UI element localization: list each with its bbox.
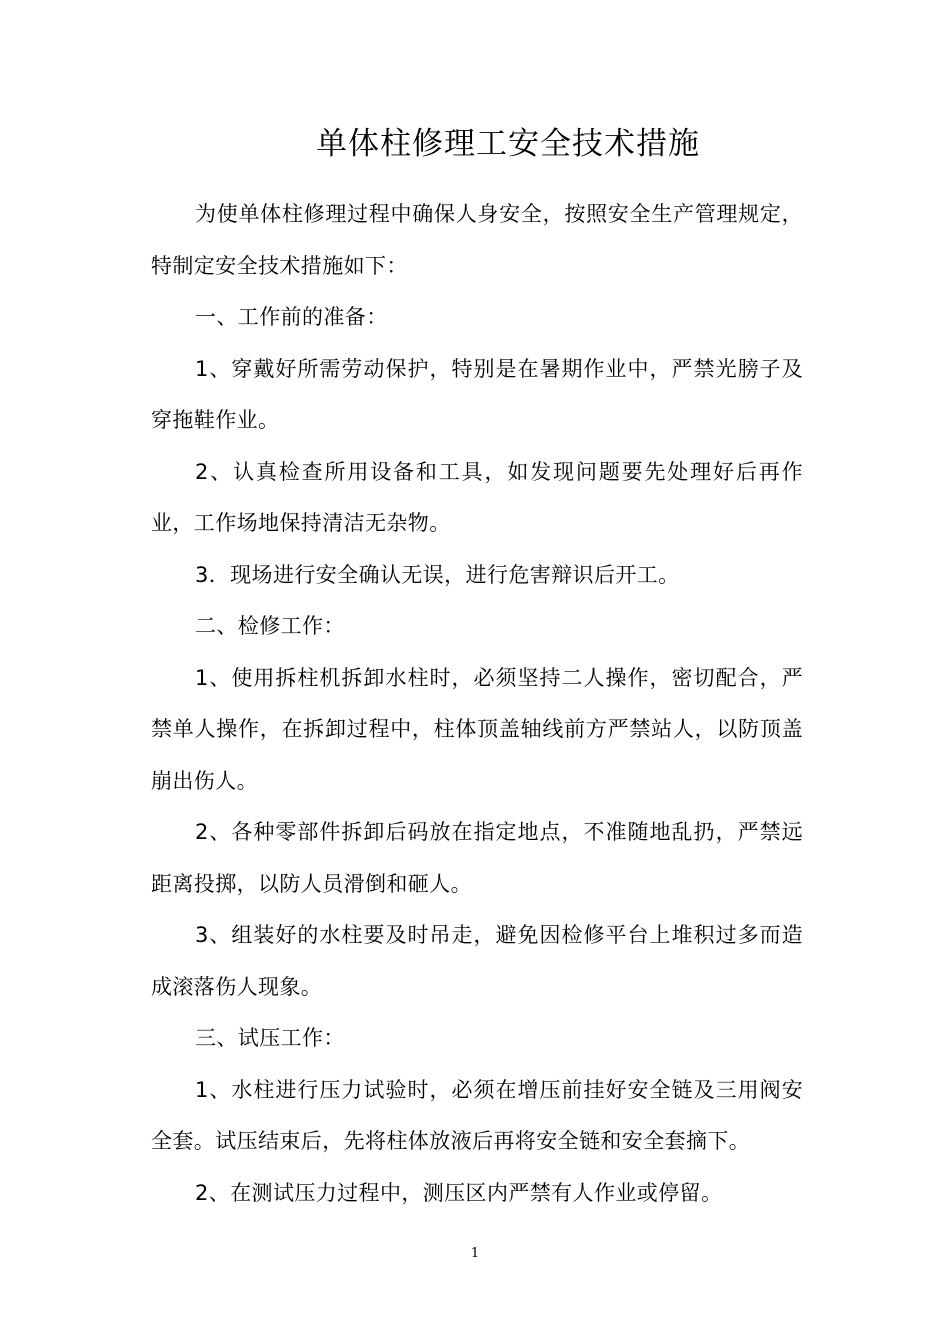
page-number: 1 (470, 1246, 480, 1261)
paragraph-repair-1: 1、使用拆柱机拆卸水柱时，必须坚持二人操作，密切配合，严禁单人操作，在拆卸过程中，柱体顶盖轴线前方严禁站人，以防顶盖崩出伤人。 (151, 665, 803, 793)
intro-paragraph: 为使单体柱修理过程中确保人身安全，按照安全生产管理规定，特制定安全技术措施如下： (151, 202, 803, 278)
paragraph-preparation-3: 3．现场进行安全确认无误，进行危害辩识后开工。 (195, 562, 680, 587)
section-heading-pressure-test: 三、试压工作： (195, 1026, 345, 1050)
document-title: 单体柱修理工安全技术措施 (316, 126, 700, 162)
paragraph-repair-3: 3、组装好的水柱要及时吊走，避免因检修平台上堆积过多而造成滚落伤人现象。 (151, 923, 803, 999)
paragraph-preparation-2: 2、认真检查所用设备和工具，如发现问题要先处理好后再作业，工作场地保持清洁无杂物。 (151, 459, 803, 535)
document-body (151, 189, 803, 1219)
paragraph-repair-2: 2、各种零部件拆卸后码放在指定地点，不准随地乱扔，严禁远距离投掷，以防人员滑倒和砸人。 (151, 820, 803, 896)
paragraph-pressure-test-2: 2、在测试压力过程中，测压区内严禁有人作业或停留。 (195, 1180, 723, 1205)
section-heading-preparation: 一、工作前的准备： (195, 305, 388, 329)
section-heading-repair: 二、检修工作： (195, 614, 345, 638)
paragraph-pressure-test-1: 1、水柱进行压力试验时，必须在增压前挂好安全链及三用阀安全套。试压结束后，先将柱体放液后再将安全链和安全套摘下。 (151, 1077, 803, 1153)
paragraph-preparation-1: 1、穿戴好所需劳动保护，特别是在暑期作业中，严禁光膀子及穿拖鞋作业。 (151, 356, 803, 432)
